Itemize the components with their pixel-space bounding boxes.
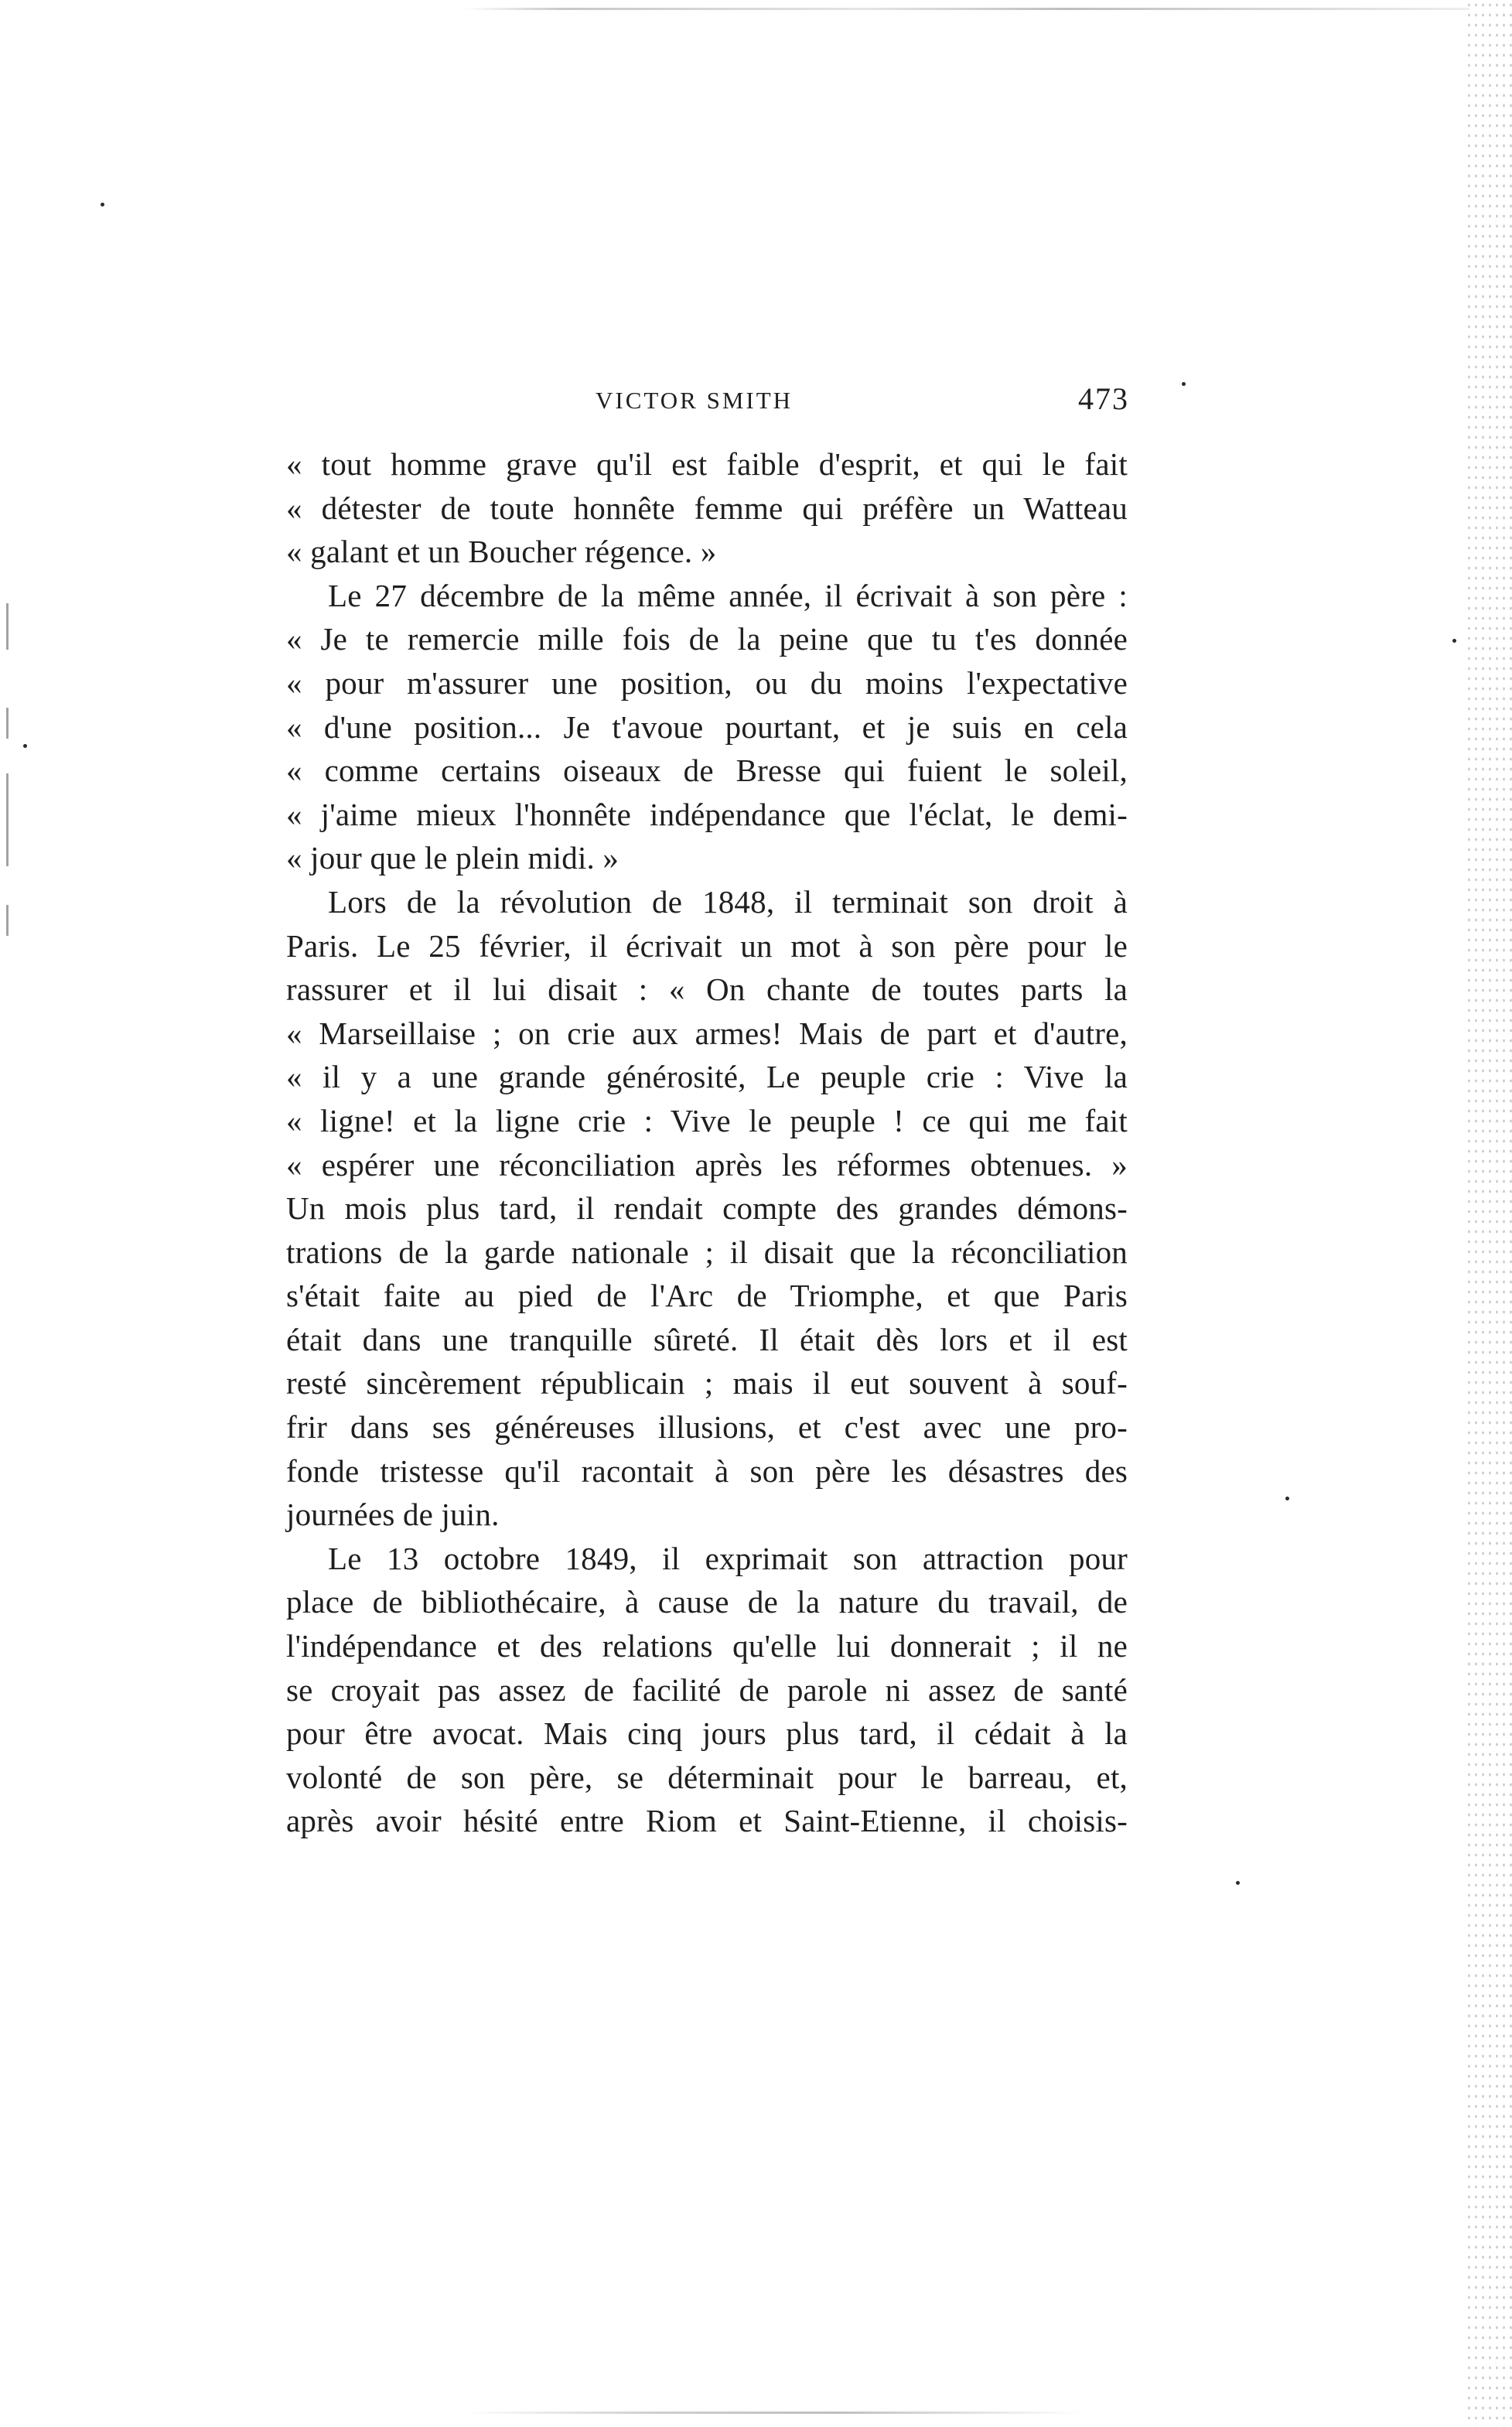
text-line: « galant et un Boucher régence. » [286,534,717,570]
text-line: place de bibliothécaire, à cause de la nature du travail, de [286,1584,1128,1620]
text-line: l'indépendance et des relations qu'elle lui donnerait ; il ne [286,1628,1128,1664]
scan-edge-left-mark [6,708,9,739]
text-line: « Marseillaise ; on crie aux armes! Mais de part et d'autre, [286,1015,1128,1051]
ink-speck [101,203,104,207]
page-number: 473 [1078,381,1129,416]
scan-edge-top [464,8,1469,10]
running-head [286,381,1129,418]
text-line: pour être avocat. Mais cinq jours plus tard, il cédait à la [286,1715,1128,1752]
text-line: Paris. Le 25 février, il écrivait un mot à son père pour le [286,927,1128,964]
text-line: resté sincèrement républicain ; mais il eut souvent à souf- [286,1365,1128,1401]
body-text [286,442,1128,1843]
ink-speck [1285,1497,1289,1500]
text-line: « il y a une grande générosité, Le peuple crie : Vive la [286,1059,1128,1095]
text-line: Lors de la révolution de 1848, il terminait son droit à [328,883,1128,920]
text-line: « espérer une réconciliation après les réformes obtenues. » [286,1146,1128,1183]
text-line: volonté de son père, se déterminait pour le barreau, et, [286,1759,1128,1795]
running-title: VICTOR SMITH [596,387,794,414]
text-line: « j'aime mieux l'honnête indépendance que l'éclat, le demi- [286,796,1128,832]
text-line: « détester de toute honnête femme qui préfère un Watteau [286,490,1128,526]
text-line: « comme certains oiseaux de Bresse qui fuient le soleil, [286,753,1128,789]
ink-speck [1236,1881,1240,1885]
scan-edge-bottom [464,2412,1083,2414]
scan-edge-left-mark [6,773,9,866]
scan-edge-right [1466,0,1512,2427]
text-line: s'était faite au pied de l'Arc de Triomphe, et que Paris [286,1278,1128,1314]
text-line: après avoir hésité entre Riom et Saint-Etienne, il choisis- [286,1803,1128,1839]
text-line: journées de juin. [286,1497,500,1533]
text-line: frir dans ses généreuses illusions, et c'est avec une pro- [286,1409,1128,1446]
text-line: rassurer et il lui disait : « On chante de toutes parts la [286,971,1128,1008]
text-line: « pour m'assurer une position, ou du moins l'expectative [286,664,1128,701]
ink-speck [1452,639,1456,643]
text-line: Le 27 décembre de la même année, il écrivait à son père : [328,577,1128,613]
text-line: se croyait pas assez de facilité de parole ni assez de santé [286,1671,1128,1708]
text-line: « ligne! et la ligne crie : Vive le peuple ! ce qui me fait [286,1102,1128,1138]
ink-speck [1182,382,1186,386]
text-line: « d'une position... Je t'avoue pourtant, et je suis en cela [286,708,1128,745]
text-line: trations de la garde nationale ; il disait que la réconciliation [286,1234,1128,1270]
text-line: était dans une tranquille sûreté. Il était dès lors et il est [286,1321,1128,1357]
ink-speck [23,744,27,748]
text-line: « tout homme grave qu'il est faible d'esprit, et qui le fait [286,446,1128,482]
scan-edge-left-mark [6,603,9,650]
text-line: « Je te remercie mille fois de la peine que tu t'es donnée [286,621,1128,657]
scan-edge-left-mark [6,905,9,936]
text-line: Un mois plus tard, il rendait compte des grandes démons- [286,1190,1128,1227]
text-line: Le 13 octobre 1849, il exprimait son attraction pour [328,1540,1128,1576]
text-line: « jour que le plein midi. » [286,840,619,876]
text-line: fonde tristesse qu'il racontait à son père les désastres des [286,1452,1128,1489]
